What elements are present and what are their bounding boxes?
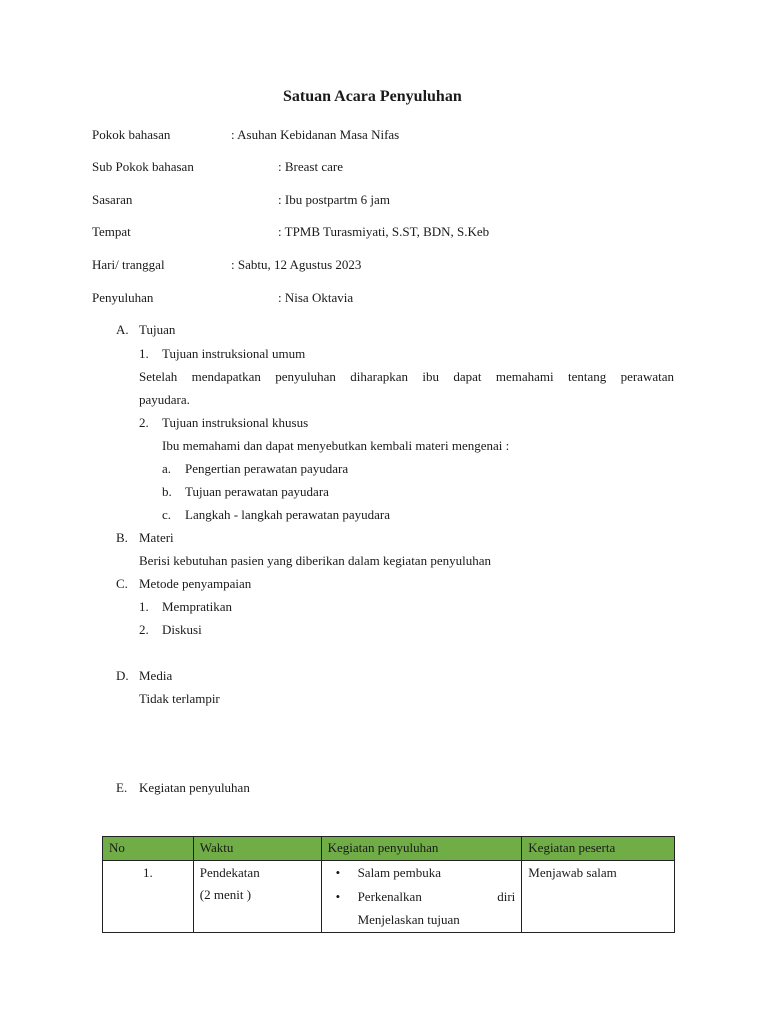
penyuluhan-label: Penyuluhan	[92, 290, 154, 305]
a-item2-paragraph: Ibu memahami dan dapat menyebutkan kembali materi mengenai :	[162, 438, 510, 453]
a-item2-text: Tujuan instruksional khusus	[162, 415, 309, 430]
section-c-marker: C.	[116, 576, 128, 591]
row1-waktu-line2: (2 menit )	[199, 887, 252, 902]
a-item1-text: Tujuan instruksional umum	[162, 346, 306, 361]
row1-no: 1.	[103, 861, 194, 933]
section-d-paragraph: Tidak terlampir	[139, 691, 220, 706]
a-sub-b-text: Tujuan perawatan payudara	[185, 484, 329, 499]
a-item2-marker: 2.	[139, 415, 149, 430]
section-a-marker: A.	[116, 322, 129, 337]
a-sub-a-text: Pengertian perawatan payudara	[185, 461, 349, 476]
a-item1-paragraph-line2: payudara.	[139, 392, 190, 407]
sasaran-label: Sasaran	[92, 192, 133, 207]
row1-waktu-line1: Pendekatan	[199, 865, 260, 880]
a-item1-paragraph-line1: Setelah mendapatkan penyuluhan diharapkan ibu dapat memahami tentang perawatan	[139, 369, 674, 384]
sub-pokok-label: Sub Pokok bahasan	[92, 159, 194, 174]
sub-pokok-value: : Breast care	[278, 159, 343, 174]
row1-kegiatan-bullet2-cont: Menjelaskan tujuan	[357, 912, 460, 927]
a-sub-b-marker: b.	[162, 484, 172, 499]
list-item	[328, 865, 516, 881]
section-c-heading: Metode penyampaian	[139, 576, 252, 591]
row1-peserta: Menjawab salam	[522, 861, 675, 933]
table-header-row	[103, 837, 675, 861]
list-item	[328, 889, 516, 928]
header-no: No	[103, 837, 194, 861]
kegiatan-table	[102, 836, 675, 933]
section-a-heading: Tujuan	[139, 322, 176, 337]
document-title: Satuan Acara Penyuluhan	[283, 88, 462, 105]
header-kegiatan-penyuluhan: Kegiatan penyuluhan	[321, 837, 522, 861]
a-sub-a-marker: a.	[162, 461, 172, 476]
row1-kegiatan-bullet2-left: Perkenalkan	[357, 889, 422, 904]
c-item2-text: Diskusi	[162, 622, 202, 637]
a-sub-c-text: Langkah - langkah perawatan payudara	[185, 507, 391, 522]
pokok-bahasan-value: : Asuhan Kebidanan Masa Nifas	[231, 127, 400, 142]
c-item2-marker: 2.	[139, 622, 149, 637]
a-sub-c-marker: c.	[162, 507, 172, 522]
section-b-paragraph: Berisi kebutuhan pasien yang diberikan dalam kegiatan penyuluhan	[139, 553, 491, 568]
row1-kegiatan-bullet2-right: diri	[497, 889, 516, 904]
section-b-marker: B.	[116, 530, 128, 545]
sasaran-value: : Ibu postpartm 6 jam	[278, 192, 390, 207]
row1-waktu	[193, 861, 321, 933]
row1-kegiatan-bullet2-line	[358, 889, 516, 905]
hari-label: Hari/ tranggal	[92, 257, 165, 272]
section-b-heading: Materi	[139, 530, 174, 545]
header-kegiatan-peserta: Kegiatan peserta	[522, 837, 675, 861]
header-waktu: Waktu	[193, 837, 321, 861]
penyuluhan-value: : Nisa Oktavia	[278, 290, 354, 305]
row1-kegiatan-bullet1: Salam pembuka	[357, 865, 441, 880]
section-d-marker: D.	[116, 668, 129, 683]
row1-kegiatan-list	[328, 865, 516, 928]
section-d-heading: Media	[139, 668, 173, 683]
c-item1-marker: 1.	[139, 599, 149, 614]
c-item1-text: Mempratikan	[162, 599, 233, 614]
pokok-bahasan-label: Pokok bahasan	[92, 127, 171, 142]
bullet-icon: •	[335, 865, 341, 880]
a-item1-marker: 1.	[139, 346, 149, 361]
tempat-value: : TPMB Turasmiyati, S.ST, BDN, S.Keb	[278, 224, 490, 239]
table-row	[103, 861, 675, 933]
hari-value: : Sabtu, 12 Agustus 2023	[231, 257, 362, 272]
tempat-label: Tempat	[92, 224, 131, 239]
row1-kegiatan	[321, 861, 522, 933]
bullet-icon: •	[335, 889, 341, 904]
section-e-heading: Kegiatan penyuluhan	[139, 780, 250, 795]
section-e-marker: E.	[116, 780, 128, 795]
